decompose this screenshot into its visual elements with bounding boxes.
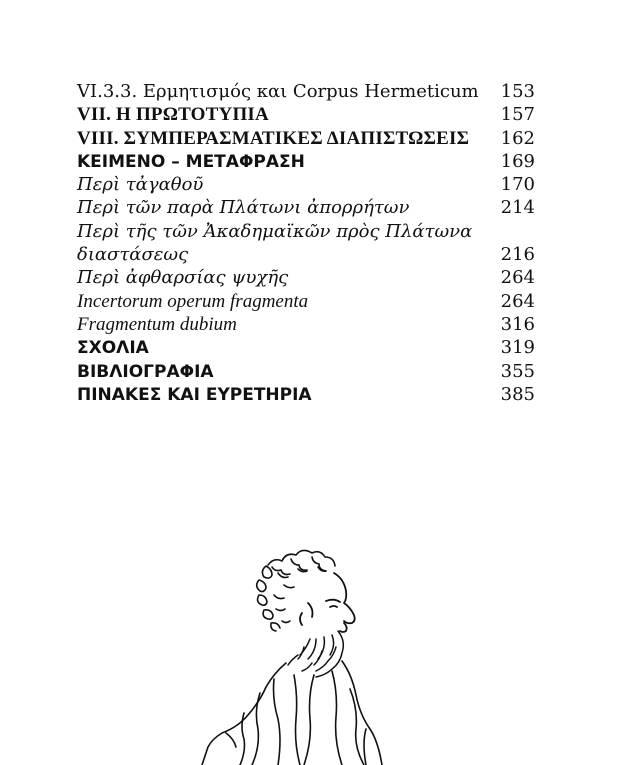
toc-entry-title: VI.3.3. Ερμητισμός και Corpus Hermeticum (77, 81, 479, 102)
toc-entry-page-number: 316 (500, 313, 535, 335)
toc-entry-page-number: 157 (500, 104, 535, 126)
toc-entry-title: ΣΧΟΛΙΑ (77, 338, 149, 359)
toc-entry-page-number: 216 (500, 244, 535, 266)
toc-entry-page-number: 170 (500, 174, 535, 196)
toc-entry (77, 127, 535, 150)
toc-entry (77, 243, 535, 266)
toc-entry-title: διαστάσεως (77, 244, 189, 266)
toc-entry-page-number: 385 (500, 383, 535, 405)
beard (288, 631, 343, 677)
toc-entry-page-number: 264 (500, 267, 535, 289)
toc-entry-title: ΚΕΙΜΕΝΟ – ΜΕΤΑΦΡΑΣΗ (77, 151, 305, 172)
toc-entry (77, 103, 535, 126)
toc-entry (77, 80, 535, 103)
toc-entry (77, 196, 535, 219)
toc-entry (77, 266, 535, 289)
toc-entry-title: Fragmentum dubium (77, 313, 237, 335)
toc-entry (77, 336, 535, 359)
toc-entry (77, 173, 535, 196)
face-profile (300, 573, 355, 632)
toc-entry-page-number: 162 (500, 127, 535, 149)
toc-entry-title: Περὶ τῶν παρὰ Πλάτωνι ἀπορρήτων (77, 197, 410, 219)
toc-entry-page-number: 355 (500, 360, 535, 382)
toc-entry (77, 383, 535, 406)
toc-entry-page-number: 169 (500, 150, 535, 172)
toc-entry (77, 220, 535, 243)
toc-entry-title: Περὶ τἀγαθοῦ (77, 174, 204, 196)
toc-entry-title: VII. Η ΠΡΩΤΟΤΥΠΙΑ (77, 104, 269, 126)
philosopher-portrait-illustration (198, 543, 408, 765)
robe (202, 661, 382, 765)
toc-entry-title: Περὶ τῆς τῶν Ἀκαδημαϊκῶν πρὸς Πλάτωνα (77, 220, 473, 242)
toc-entry (77, 290, 535, 313)
toc-entry (77, 150, 535, 173)
toc-entry-page-number: 264 (500, 290, 535, 312)
toc-entry-title: ΒΙΒΛΙΟΓΡΑΦΙΑ (77, 361, 214, 382)
toc-entry-title: ΠΙΝΑΚΕΣ ΚΑΙ ΕΥΡΕΤΗΡΙΑ (77, 384, 312, 405)
toc-entry-page-number: 153 (500, 81, 535, 102)
toc-entry-title: Περὶ ἀφθαρσίας ψυχῆς (77, 267, 289, 289)
toc-entry-page-number: 319 (500, 337, 535, 359)
toc-entry (77, 313, 535, 336)
toc-entry-title: Incertorum operum fragmenta (77, 290, 309, 312)
toc-entry-title: VIII. ΣΥΜΠΕΡΑΣΜΑΤΙΚΕΣ ΔΙΑΠΙΣΤΩΣΕΙΣ (77, 127, 470, 149)
toc-entry (77, 360, 535, 383)
table-of-contents (77, 80, 535, 406)
hair-curls (257, 550, 335, 631)
toc-entry-page-number: 214 (500, 197, 535, 219)
